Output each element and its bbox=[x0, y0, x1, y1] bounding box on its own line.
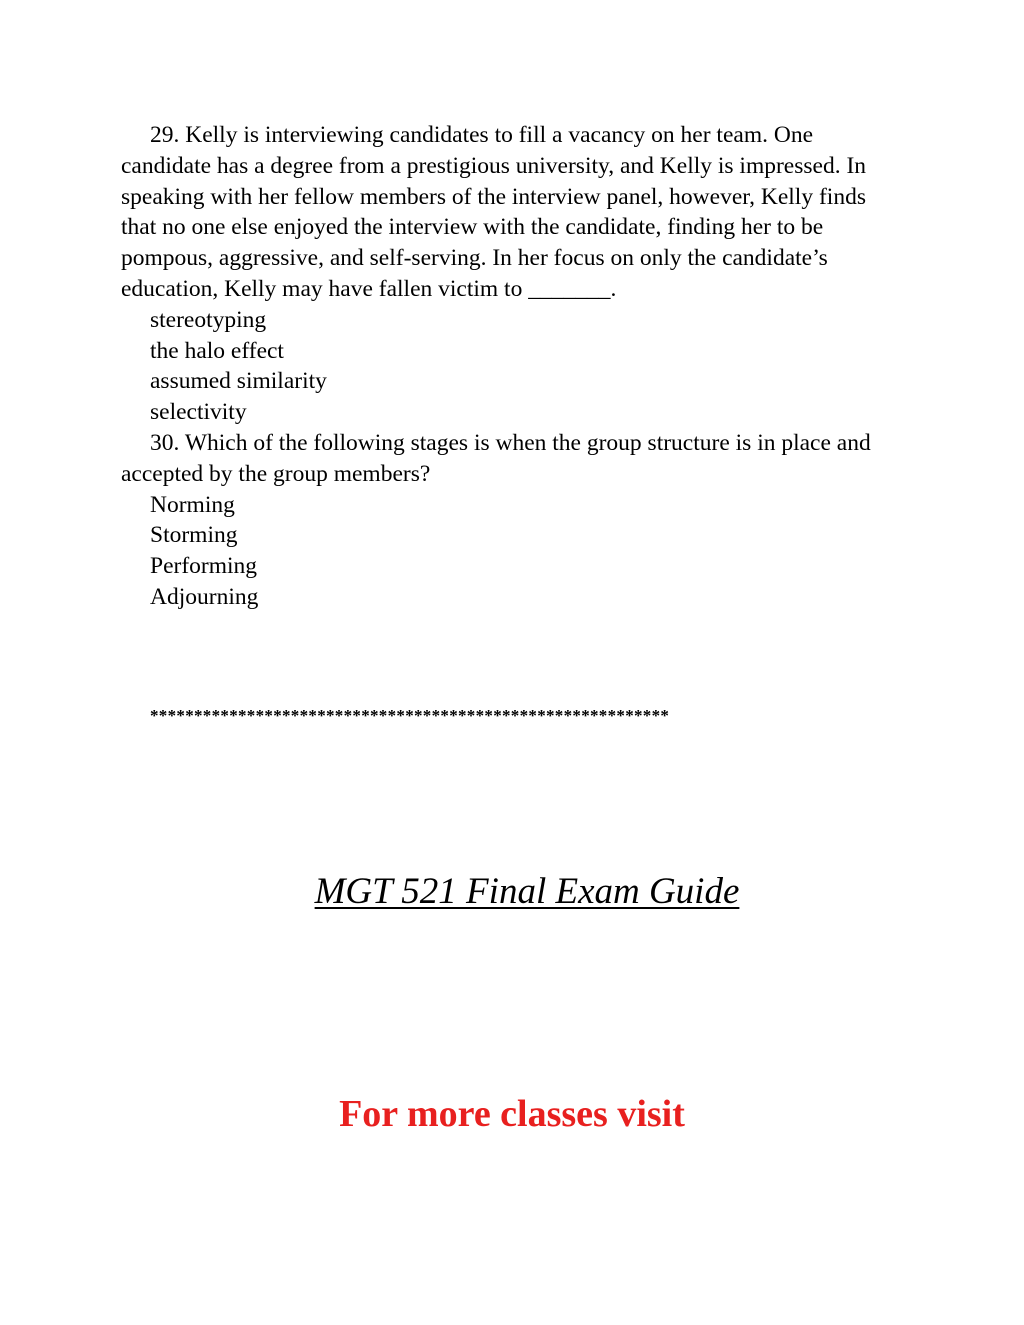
visit-banner: For more classes visit bbox=[339, 1093, 685, 1135]
question-content bbox=[121, 120, 901, 613]
answer-options bbox=[121, 305, 901, 428]
asterisk-separator: *********************************************************** bbox=[150, 706, 670, 725]
question-text: 30. Which of the following stages is when the group structure is in place and accepted by the group members? bbox=[121, 429, 871, 487]
answer-option: Norming bbox=[150, 491, 235, 518]
question-30 bbox=[121, 428, 901, 613]
answer-option: Storming bbox=[150, 522, 238, 549]
answer-option: Performing bbox=[150, 553, 258, 580]
question-text: 29. Kelly is interviewing candidates to fill a vacancy on her team. One candidate has a degree from a prestigious university, and Kelly is impressed. In speaking with her fellow members of the interview panel, however, Kelly finds that no one else enjoyed the interview with the candidate, finding her to be pompous, aggressive, and self-serving. In her focus on only the candidate’s education, Kelly may have fallen victim to _______. bbox=[121, 122, 867, 302]
guide-title: MGT 521 Final Exam Guide bbox=[314, 871, 740, 912]
answer-option: selectivity bbox=[150, 399, 247, 426]
answer-option: stereotyping bbox=[150, 306, 267, 333]
question-29 bbox=[121, 120, 901, 428]
answer-option: Adjourning bbox=[150, 583, 259, 610]
answer-option: the halo effect bbox=[150, 337, 284, 364]
answer-options bbox=[121, 490, 901, 613]
answer-option: assumed similarity bbox=[150, 368, 327, 395]
